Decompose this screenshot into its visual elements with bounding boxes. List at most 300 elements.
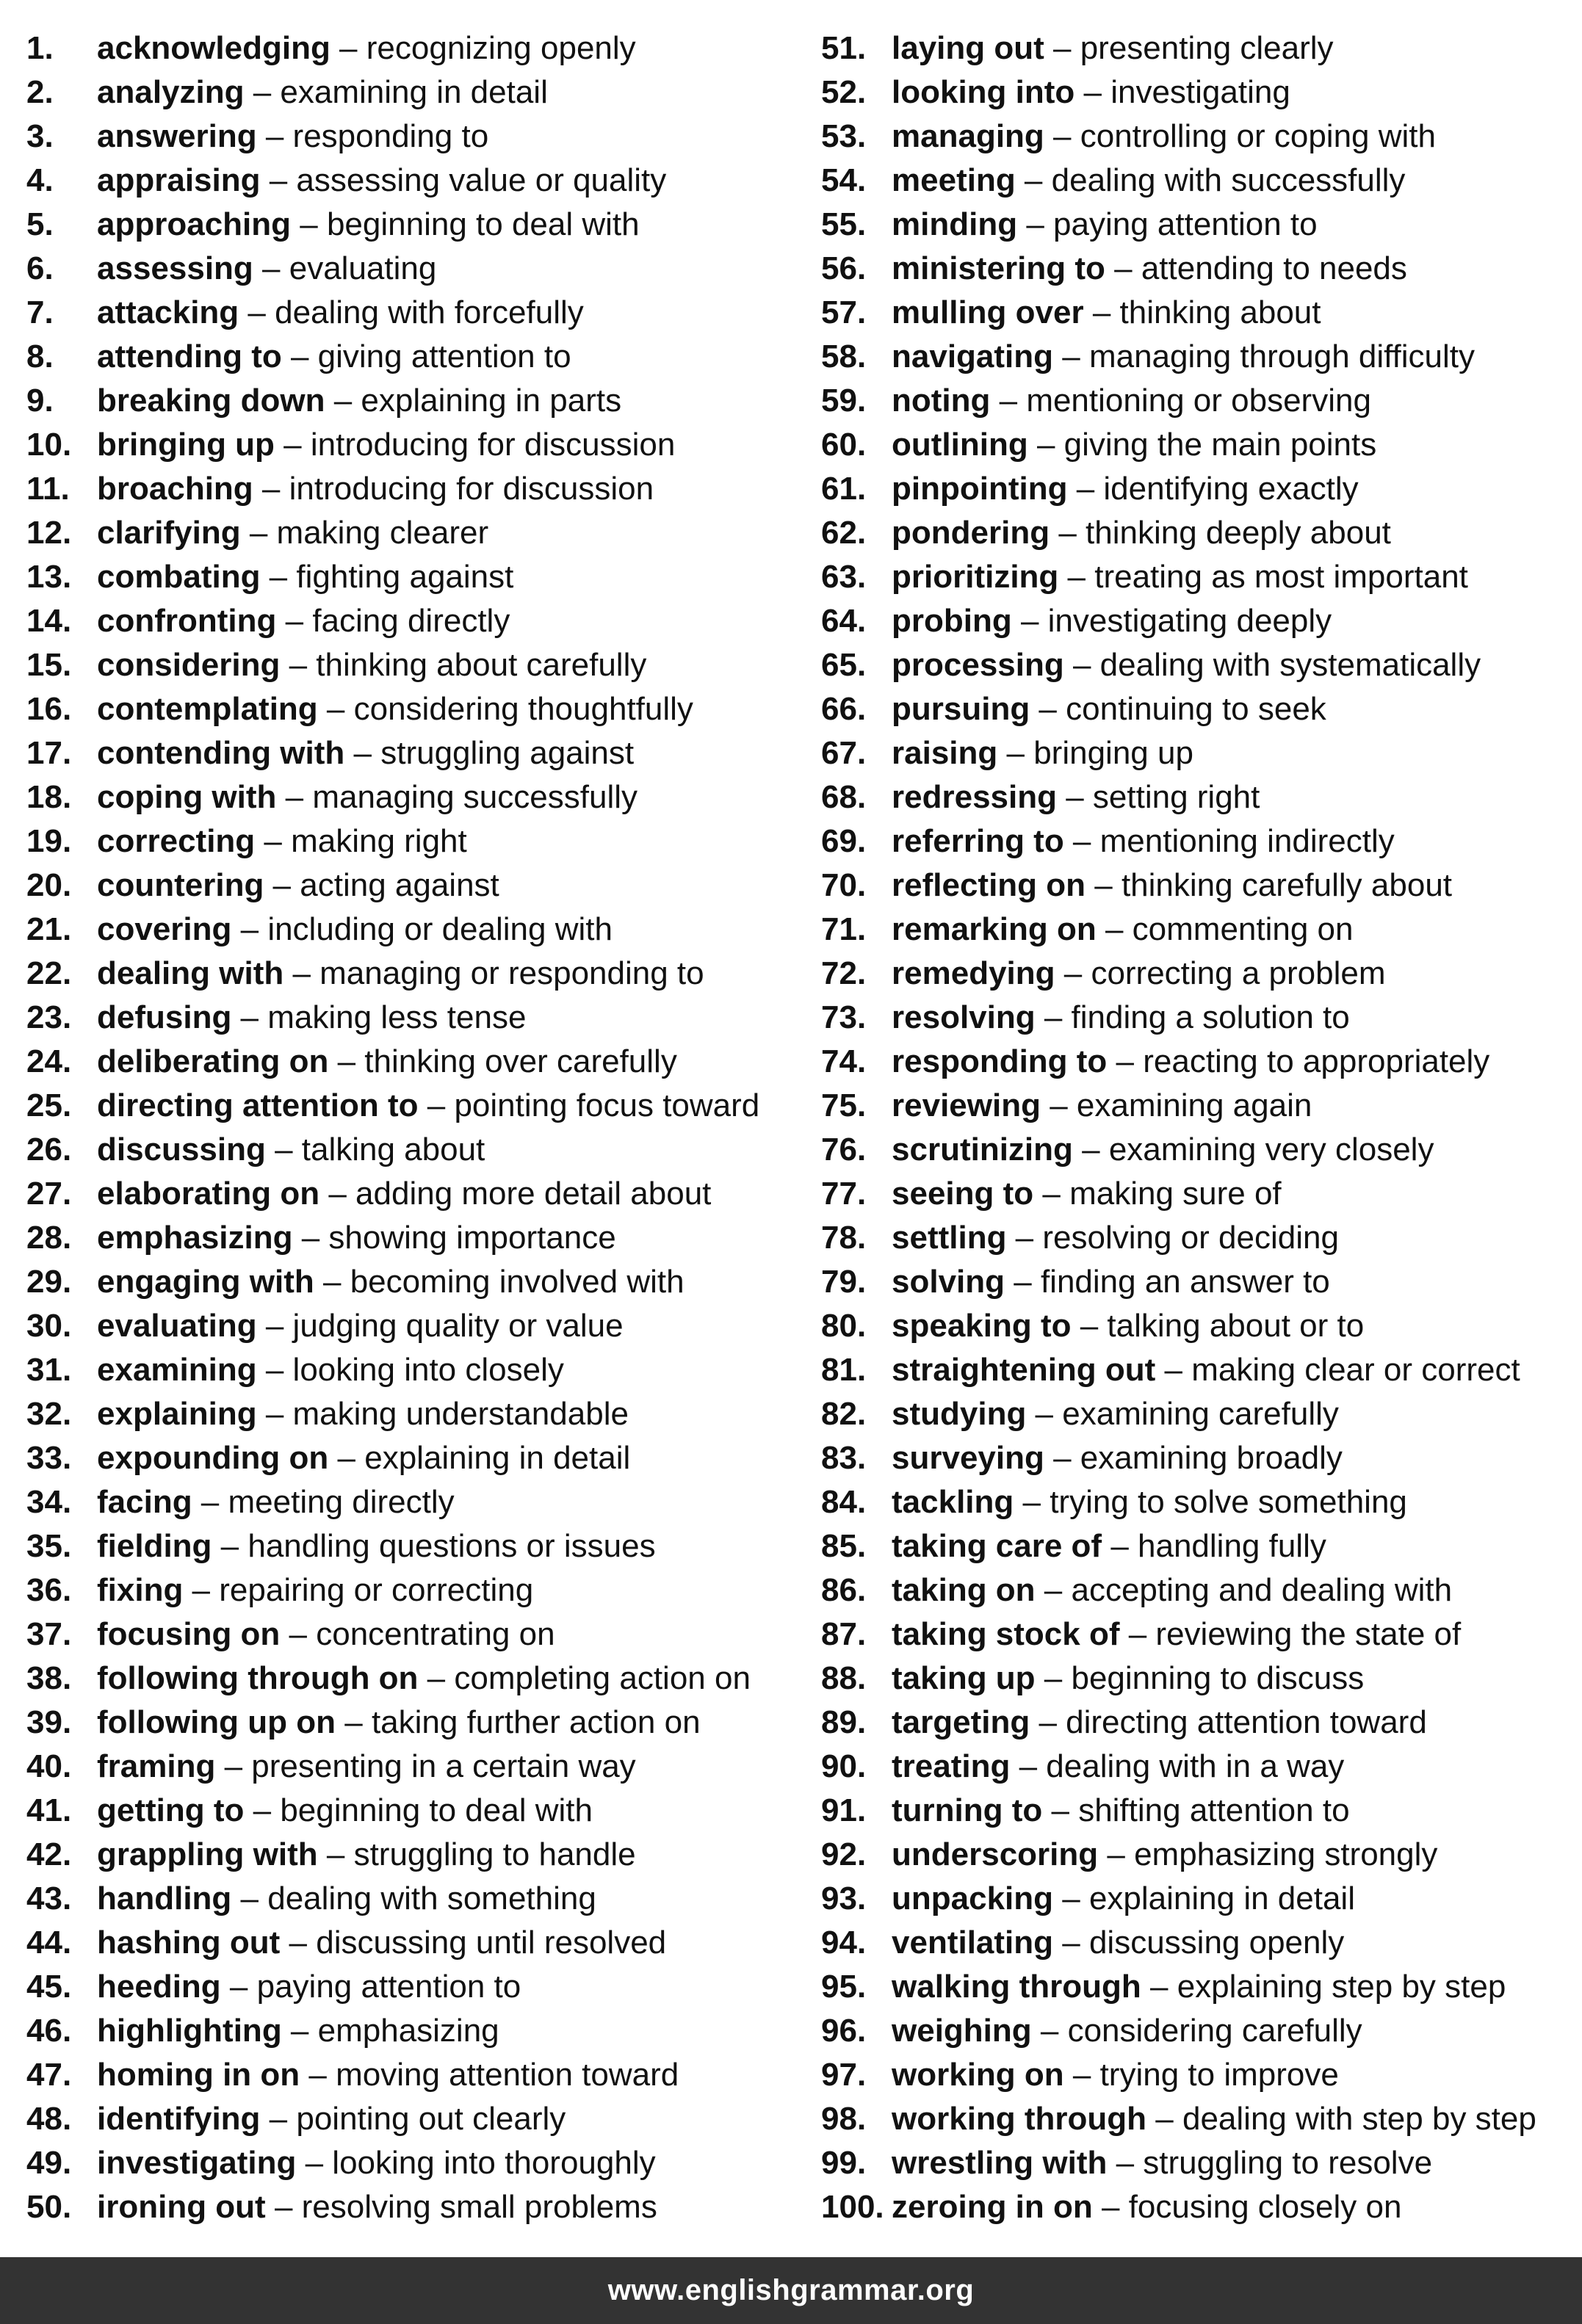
item-number: 19. [26,823,72,859]
list-item [26,1612,805,1657]
item-number: 3. [26,118,54,154]
item-separator: – [1107,1043,1144,1079]
item-term: reviewing [892,1087,1041,1123]
item-term: analyzing [97,74,245,110]
item-term: taking on [892,1572,1036,1608]
item-term: attending to [97,339,282,374]
item-definition: dealing with forcefully [275,294,584,330]
item-definition: dealing with successfully [1051,162,1406,198]
item-definition: correcting a problem [1091,955,1386,991]
list-item [821,1260,1582,1304]
list-item [821,1965,1582,2009]
item-term: ventilating [892,1925,1054,1961]
item-term: minding [892,206,1018,242]
item-definition: including or dealing with [267,911,613,947]
item-definition: beginning to deal with [280,1792,593,1828]
list-item [26,1260,805,1304]
item-separator: – [240,515,277,551]
item-definition: facing directly [312,603,510,639]
item-definition: moving attention toward [336,2057,679,2093]
item-definition: investigating deeply [1047,603,1332,639]
word-list [0,26,1582,2225]
item-term: countering [97,867,264,903]
list-item [26,1524,805,1568]
item-number: 31. [26,1352,72,1388]
list-item [26,864,805,908]
list-item [821,1789,1582,1833]
item-separator: – [1056,779,1093,815]
item-term: wrestling with [892,2145,1108,2181]
item-number: 12. [26,515,72,551]
item-number: 61. [821,471,867,507]
item-number: 84. [821,1484,867,1520]
item-term: tackling [892,1484,1014,1520]
item-term: investigating [97,2145,297,2181]
item-number: 32. [26,1396,72,1432]
item-separator: – [1053,1925,1089,1961]
item-number: 29. [26,1264,72,1300]
item-number: 55. [821,206,867,242]
item-definition: pointing focus toward [454,1087,760,1123]
list-item [821,555,1582,599]
item-separator: – [317,691,354,727]
list-item [26,1480,805,1524]
item-definition: talking about [301,1132,485,1168]
item-number: 97. [821,2057,867,2093]
item-separator: – [253,250,289,286]
item-definition: meeting directly [228,1484,455,1520]
item-separator: – [276,779,313,815]
item-number: 39. [26,1704,72,1740]
item-number: 46. [26,2013,72,2049]
list-item [26,1128,805,1172]
item-term: fixing [97,1572,184,1608]
list-item [821,511,1582,555]
list-item [821,2009,1582,2053]
item-definition: handling questions or issues [248,1528,656,1564]
item-separator: – [325,383,361,419]
item-separator: – [1050,515,1086,551]
item-definition: looking into thoroughly [332,2145,656,2181]
item-term: deliberating on [97,1043,329,1079]
item-term: following through on [97,1660,419,1696]
item-definition: finding an answer to [1040,1264,1330,1300]
list-item [26,2097,805,2141]
item-number: 25. [26,1087,72,1123]
item-number: 99. [821,2145,867,2181]
item-separator: – [260,162,297,198]
item-separator: – [1063,2057,1100,2093]
list-item [26,1657,805,1701]
item-term: contemplating [97,691,318,727]
item-separator: – [1083,294,1120,330]
item-term: pondering [892,515,1050,551]
item-separator: – [1063,823,1100,859]
item-definition: examining in detail [280,74,548,110]
item-definition: looking into closely [292,1352,564,1388]
item-definition: judging quality or value [292,1308,624,1344]
item-definition: making right [291,823,467,859]
item-number: 78. [821,1220,867,1256]
item-definition: paying attention to [256,1969,521,2005]
item-definition: making less tense [267,999,527,1035]
item-separator: – [256,1352,293,1388]
item-definition: considering carefully [1067,2013,1362,2049]
item-number: 47. [26,2057,72,2093]
item-separator: – [283,955,320,991]
list-item [821,1568,1582,1612]
list-item [26,247,805,291]
item-separator: – [1071,1308,1108,1344]
item-term: facing [97,1484,192,1520]
item-number: 77. [821,1176,867,1212]
list-item [26,819,805,864]
item-term: looking into [892,74,1075,110]
list-item [821,2097,1582,2141]
item-number: 11. [26,471,70,507]
item-number: 42. [26,1836,72,1872]
item-number: 15. [26,647,72,683]
item-term: taking up [892,1660,1036,1696]
item-separator: – [1042,1792,1079,1828]
list-item [26,599,805,643]
item-number: 90. [821,1748,867,1784]
item-definition: directing attention toward [1066,1704,1427,1740]
item-number: 58. [821,339,867,374]
list-item [26,1348,805,1392]
item-term: processing [892,647,1064,683]
item-term: underscoring [892,1836,1099,1872]
item-definition: reviewing the state of [1155,1616,1462,1652]
item-separator: – [336,1704,372,1740]
item-term: discussing [97,1132,266,1168]
item-term: speaking to [892,1308,1072,1344]
item-separator: – [220,1969,257,2005]
item-number: 80. [821,1308,867,1344]
item-term: navigating [892,339,1054,374]
footer-website-url: www.englishgrammar.org [607,2274,975,2306]
item-term: surveying [892,1440,1044,1476]
item-term: noting [892,383,991,419]
item-number: 96. [821,2013,867,2049]
item-term: zeroing in on [892,2189,1093,2225]
item-number: 50. [26,2189,72,2225]
item-term: framing [97,1748,216,1784]
list-item [26,1040,805,1084]
item-definition: giving the main points [1063,427,1377,463]
list-item [26,467,805,511]
item-term: elaborating on [97,1176,320,1212]
item-number: 53. [821,118,867,154]
item-number: 2. [26,74,54,110]
list-item [26,555,805,599]
item-definition: bringing up [1033,735,1193,771]
item-term: taking care of [892,1528,1102,1564]
item-definition: presenting in a certain way [251,1748,636,1784]
list-item [821,1524,1582,1568]
item-term: examining [97,1352,257,1388]
item-definition: struggling to handle [353,1836,636,1872]
item-term: straightening out [892,1352,1156,1388]
item-separator: – [1063,647,1100,683]
item-separator: – [274,427,311,463]
item-number: 48. [26,2101,72,2137]
item-number: 83. [821,1440,867,1476]
item-number: 76. [821,1132,867,1168]
item-definition: thinking carefully about [1121,867,1453,903]
list-item [821,1392,1582,1436]
item-separator: – [231,911,268,947]
item-term: turning to [892,1792,1043,1828]
item-definition: finding a solution to [1071,999,1350,1035]
item-number: 22. [26,955,72,991]
list-item [821,1172,1582,1216]
item-term: scrutinizing [892,1132,1073,1168]
item-separator: – [244,74,281,110]
item-number: 57. [821,294,867,330]
item-definition: considering thoughtfully [353,691,693,727]
item-definition: repairing or correcting [219,1572,534,1608]
item-separator: – [1044,1440,1080,1476]
list-item [821,952,1582,996]
item-number: 74. [821,1043,867,1079]
list-item [26,1745,805,1789]
item-number: 79. [821,1264,867,1300]
list-item [821,1480,1582,1524]
item-separator: – [1014,1484,1050,1520]
item-number: 40. [26,1748,72,1784]
item-number: 5. [26,206,54,242]
item-separator: – [239,294,275,330]
item-number: 52. [821,74,867,110]
list-item [821,1128,1582,1172]
item-number: 26. [26,1132,72,1168]
item-term: considering [97,647,281,683]
item-term: grappling with [97,1836,318,1872]
item-number: 21. [26,911,72,947]
list-item [821,908,1582,952]
item-separator: – [328,1043,365,1079]
item-definition: explaining in parts [361,383,622,419]
list-item [26,423,805,467]
item-term: contending with [97,735,345,771]
list-item [26,1701,805,1745]
item-term: solving [892,1264,1005,1300]
item-term: targeting [892,1704,1030,1740]
item-separator: – [1119,1616,1156,1652]
item-definition: commenting on [1132,911,1354,947]
item-definition: managing through difficulty [1088,339,1476,374]
list-item [821,2053,1582,2097]
item-term: identifying [97,2101,261,2137]
item-separator: – [280,647,317,683]
item-number: 33. [26,1440,72,1476]
list-item [26,335,805,379]
list-item [26,203,805,247]
item-number: 69. [821,823,867,859]
item-separator: – [1044,118,1080,154]
item-number: 28. [26,1220,72,1256]
list-item [26,1304,805,1348]
list-item [26,26,805,70]
item-separator: – [1006,1220,1043,1256]
item-separator: – [1044,30,1080,66]
list-item [821,2185,1582,2229]
item-separator: – [231,1880,268,1916]
list-item [821,599,1582,643]
item-term: attacking [97,294,239,330]
list-item [821,335,1582,379]
item-definition: responding to [292,118,489,154]
item-term: combating [97,559,261,595]
item-definition: discussing until resolved [316,1925,667,1961]
item-definition: introducing for discussion [289,471,654,507]
item-number: 67. [821,735,867,771]
item-term: evaluating [97,1308,257,1344]
item-definition: examining carefully [1062,1396,1339,1432]
item-number: 87. [821,1616,867,1652]
item-definition: beginning to discuss [1071,1660,1365,1696]
item-number: 7. [26,294,54,330]
item-separator: – [1011,603,1048,639]
item-definition: making understandable [292,1396,629,1432]
item-number: 45. [26,1969,72,2005]
list-item [26,1172,805,1216]
item-term: explaining [97,1396,257,1432]
item-separator: – [1035,1572,1072,1608]
list-item [26,687,805,731]
item-number: 41. [26,1792,72,1828]
list-item [26,2009,805,2053]
item-separator: – [1098,1836,1135,1872]
list-item [26,775,805,819]
list-item [26,1877,805,1921]
item-definition: paying attention to [1053,206,1318,242]
item-definition: explaining in detail [1088,1880,1355,1916]
item-term: covering [97,911,232,947]
item-separator: – [1141,1969,1177,2005]
list-item [26,379,805,423]
item-separator: – [265,1132,302,1168]
item-term: raising [892,735,998,771]
item-term: acknowledging [97,30,331,66]
item-definition: managing successfully [312,779,638,815]
list-item [26,511,805,555]
item-term: coping with [97,779,277,815]
item-definition: struggling against [380,735,635,771]
item-number: 73. [821,999,867,1035]
item-definition: talking about or to [1107,1308,1365,1344]
list-item [26,643,805,687]
item-definition: accepting and dealing with [1071,1572,1453,1608]
item-separator: – [212,1528,248,1564]
item-term: remedying [892,955,1055,991]
item-separator: – [1053,1880,1089,1916]
item-separator: – [314,1264,350,1300]
list-item [821,819,1582,864]
item-term: redressing [892,779,1057,815]
list-item [821,423,1582,467]
list-item [821,1612,1582,1657]
item-definition: trying to improve [1099,2057,1339,2093]
item-number: 62. [821,515,867,551]
item-number: 44. [26,1925,72,1961]
item-term: highlighting [97,2013,282,2049]
item-term: emphasizing [97,1220,293,1256]
item-definition: resolving or deciding [1042,1220,1339,1256]
item-number: 85. [821,1528,867,1564]
item-separator: – [192,1484,228,1520]
item-separator: – [1086,867,1122,903]
item-definition: taking further action on [371,1704,701,1740]
item-separator: – [265,2189,302,2225]
item-separator: – [997,735,1034,771]
item-term: managing [892,118,1044,154]
list-item [26,952,805,996]
footer-bar [0,2257,1582,2324]
item-number: 59. [821,383,867,419]
item-number: 30. [26,1308,72,1344]
list-item [821,70,1582,115]
item-number: 70. [821,867,867,903]
item-separator: – [280,1616,317,1652]
item-term: unpacking [892,1880,1054,1916]
item-term: pinpointing [892,471,1068,507]
item-separator: – [1015,162,1052,198]
list-item [821,159,1582,203]
item-term: referring to [892,823,1064,859]
item-number: 65. [821,647,867,683]
item-term: engaging with [97,1264,314,1300]
list-item [821,996,1582,1040]
item-number: 56. [821,250,867,286]
list-item [821,2141,1582,2185]
list-item [821,1657,1582,1701]
item-number: 16. [26,691,72,727]
item-term: correcting [97,823,256,859]
item-number: 91. [821,1792,867,1828]
item-number: 20. [26,867,72,903]
item-number: 98. [821,2101,867,2137]
item-definition: emphasizing strongly [1134,1836,1438,1872]
item-number: 72. [821,955,867,991]
item-definition: introducing for discussion [310,427,676,463]
item-number: 38. [26,1660,72,1696]
item-separator: – [260,2101,297,2137]
item-separator: – [300,2057,336,2093]
item-definition: controlling or coping with [1080,118,1436,154]
item-separator: – [1146,2101,1182,2137]
item-definition: handling fully [1138,1528,1326,1564]
item-term: resolving [892,999,1036,1035]
item-number: 94. [821,1925,867,1961]
item-number: 66. [821,691,867,727]
item-separator: – [1092,2189,1129,2225]
item-number: 81. [821,1352,867,1388]
item-separator: – [1102,1528,1138,1564]
item-number: 43. [26,1880,72,1916]
item-number: 64. [821,603,867,639]
list-item [26,2053,805,2097]
item-term: taking stock of [892,1616,1120,1652]
item-separator: – [1033,1176,1070,1212]
list-item [26,1965,805,2009]
item-term: hashing out [97,1925,281,1961]
item-number: 86. [821,1572,867,1608]
item-term: studying [892,1396,1027,1432]
item-term: pursuing [892,691,1030,727]
item-separator: – [418,1660,455,1696]
